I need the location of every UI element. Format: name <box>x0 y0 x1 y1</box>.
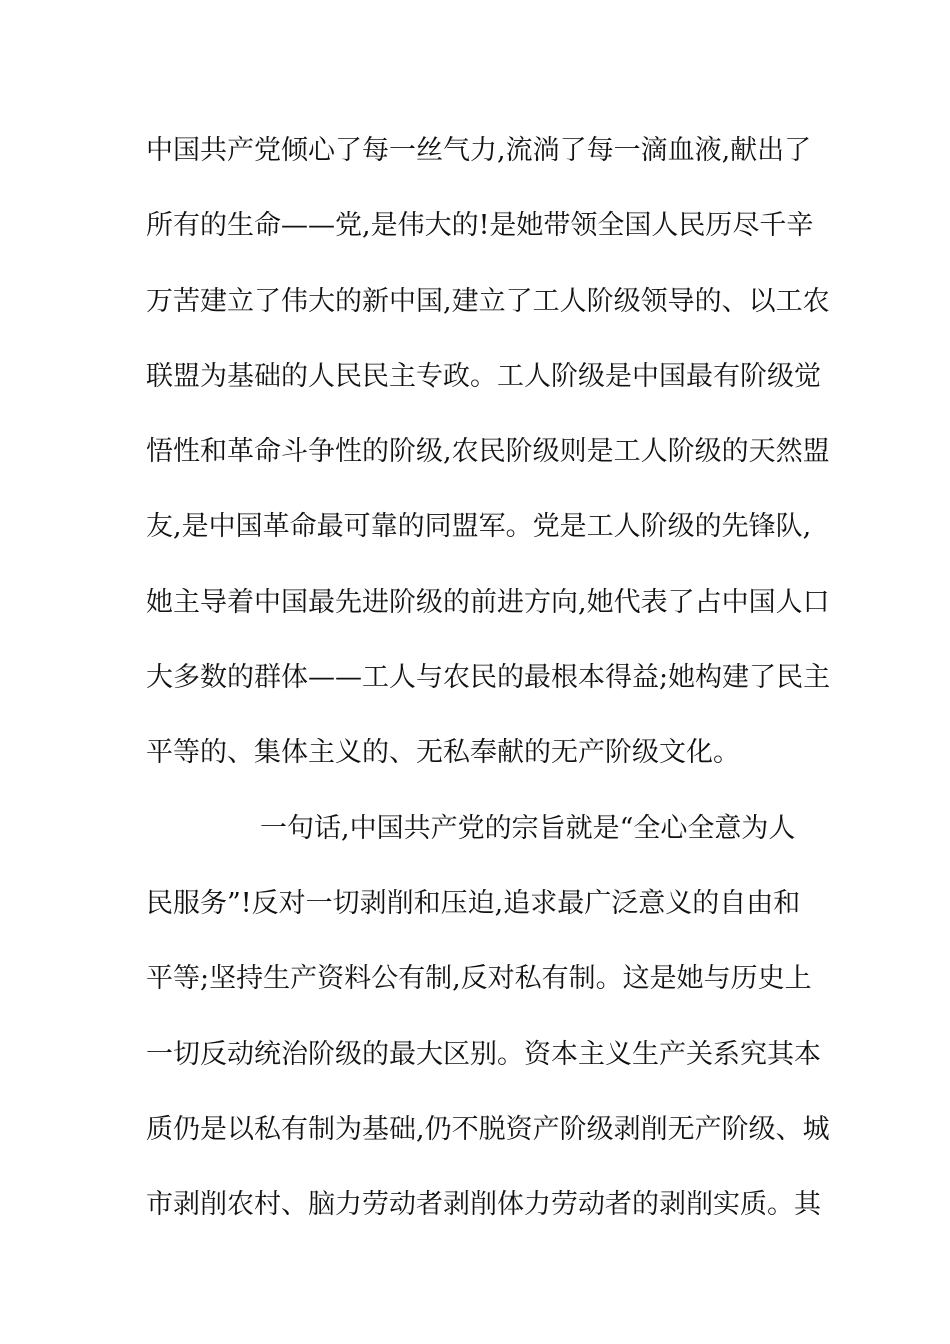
text-line: 市剥削农村、脑力劳动者剥削体力劳动者的剥削实质。其 <box>146 1189 821 1221</box>
text-line: 大多数的群体——工人与农民的最根本得益;她构建了民主 <box>146 662 831 694</box>
paragraph-first-line: 一句话,中国共产党的宗旨就是“全心全意为人 <box>260 812 796 844</box>
text-line: 她主导着中国最先进阶级的前进方向,她代表了占中国人口 <box>146 586 830 618</box>
text-line: 中国共产党倾心了每一丝气力,流淌了每一滴血液,献出了 <box>146 135 812 166</box>
body-text <box>146 124 831 1253</box>
text-line: 质仍是以私有制为基础,仍不脱资产阶级剥削无产阶级、城 <box>146 1113 830 1145</box>
text-line: 友,是中国革命最可靠的同盟军。党是工人阶级的先锋队, <box>146 511 812 543</box>
text-line: 万苦建立了伟大的新中国,建立了工人阶级领导的、以工农 <box>146 285 830 317</box>
text-line: 平等的、集体主义的、无私奉献的无产阶级文化。 <box>146 737 740 769</box>
text-line: 平等;坚持生产资料公有制,反对私有制。这是她与历史上 <box>146 963 812 995</box>
text-line: 悟性和革命斗争性的阶级,农民阶级则是工人阶级的天然盟 <box>146 436 830 468</box>
text-line: 一切反动统治阶级的最大区别。资本主义生产关系究其本 <box>146 1038 821 1070</box>
text-line: 民服务”!反对一切剥削和压迫,追求最广泛意义的自由和 <box>146 887 801 919</box>
text-line: 所有的生命——党,是伟大的!是她带领全国人民历尽千辛 <box>146 210 814 242</box>
text-line: 联盟为基础的人民民主专政。工人阶级是中国最有阶级觉 <box>146 360 821 392</box>
